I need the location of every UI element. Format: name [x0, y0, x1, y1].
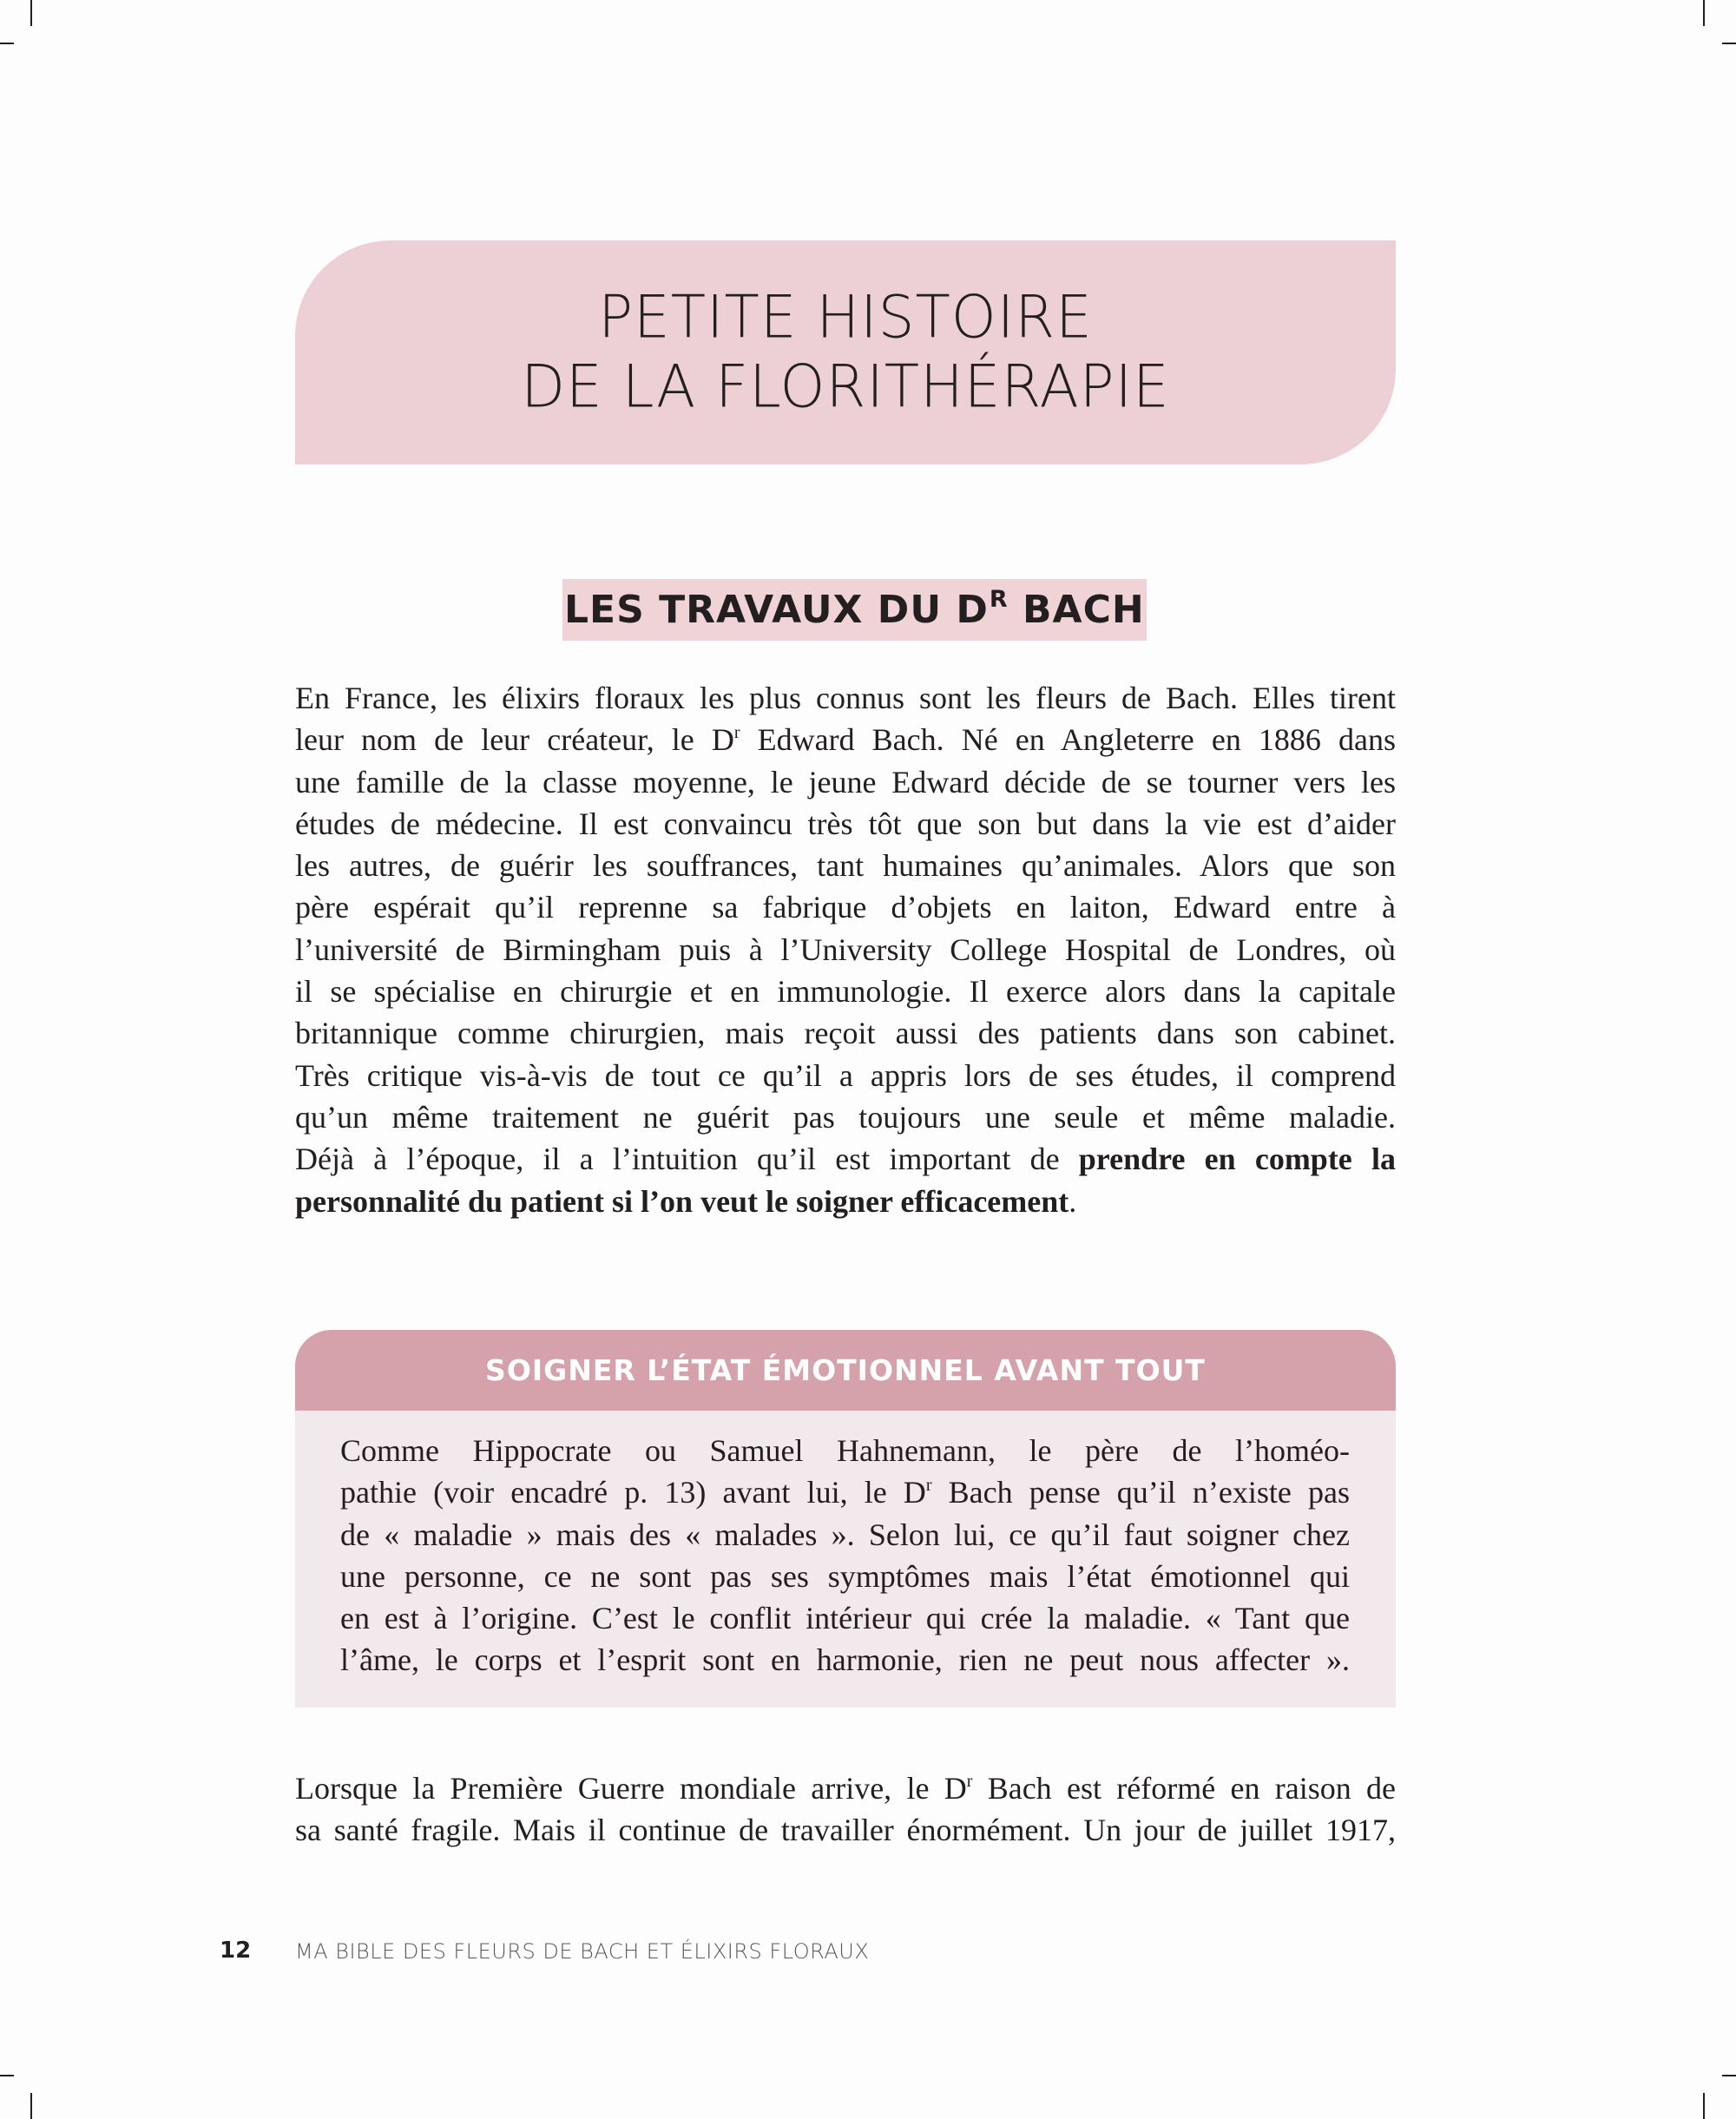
callout-header	[295, 1330, 1396, 1411]
superscript: r	[925, 1476, 932, 1496]
line-text: .	[1069, 1183, 1077, 1219]
paragraph-line	[295, 929, 1396, 971]
paragraph-line	[295, 719, 1396, 760]
chapter-title-banner	[295, 240, 1396, 464]
line-text: Déjà à l’époque, il a l’intuition qu’il est important de	[295, 1142, 1079, 1177]
line-text: études de médecine. Il est convaincu très tôt que son but dans la vie est d’aider	[295, 806, 1396, 841]
paragraph-line	[295, 677, 1396, 719]
paragraph-line	[295, 803, 1396, 845]
line-text: l’âme, le corps et l’esprit sont en harmonie, rien ne peut nous affecter ».	[340, 1642, 1350, 1678]
callout-line	[340, 1556, 1350, 1597]
paragraph-line	[295, 1012, 1396, 1054]
chapter-title-line-1: PETITE HISTOIRE	[598, 283, 1093, 352]
superscript: r	[733, 723, 740, 743]
line-text: une personne, ce ne sont pas ses symptômes mais l’état émotionnel qui	[340, 1558, 1350, 1594]
paragraph-line	[295, 761, 1396, 803]
chapter-title-line-2: DE LA FLORITHÉRAPIE	[521, 352, 1170, 421]
paragraph-line	[295, 1767, 1396, 1809]
line-text: Lorsque la Première Guerre mondiale arrive, le D	[295, 1771, 967, 1806]
callout-line	[340, 1430, 1350, 1471]
line-text: Très critique vis-à-vis de tout ce qu’il a appris lors de ses études, il comprend	[295, 1057, 1396, 1093]
crop-mark-top-right-vertical	[1703, 0, 1705, 26]
line-text: l’université de Birmingham puis à l’University College Hospital de Londres, où	[295, 931, 1396, 967]
paragraph-line	[295, 886, 1396, 928]
paragraph-line	[295, 845, 1396, 886]
superscript: r	[966, 1772, 973, 1791]
crop-mark-bottom-left-vertical	[30, 2093, 32, 2119]
line-text: en est à l’origine. C’est le conflit intérieur qui crée la maladie. « Tant que	[340, 1601, 1350, 1636]
emphasis-text: prendre en compte la	[1078, 1142, 1396, 1177]
page-footer	[0, 1938, 1736, 1972]
line-text: les autres, de guérir les souffrances, tant humaines qu’animales. Alors que son	[295, 848, 1396, 884]
line-text: britannique comme chirurgien, mais reçoit aussi des patients dans son cabinet.	[295, 1016, 1396, 1051]
line-text: une famille de la classe moyenne, le jeune Edward décide de se tourner vers les	[295, 764, 1396, 800]
paragraph-line	[295, 1055, 1396, 1096]
line-text: qu’un même traitement ne guérit pas toujours une seule et même maladie.	[295, 1099, 1396, 1135]
body-paragraph-2	[295, 1767, 1396, 1852]
callout-text	[340, 1430, 1350, 1681]
crop-mark-top-left-vertical	[30, 0, 32, 26]
line-text: Bach pense qu’il n’existe pas	[931, 1475, 1351, 1510]
line-text: En France, les élixirs floraux les plus connus sont les fleurs de Bach. Elles tirent	[295, 681, 1396, 715]
crop-mark-bottom-right-vertical	[1703, 2093, 1705, 2119]
paragraph-line	[295, 1138, 1396, 1180]
line-text: il se spécialise en chirurgie et en immunologie. Il exerce alors dans la capitale	[295, 974, 1396, 1010]
section-heading-main: LES TRAVAUX DU D	[564, 588, 989, 632]
crop-mark-top-right-horizontal	[1722, 43, 1736, 44]
line-text: sa santé fragile. Mais il continue de travailler énormément. Un jour de juillet 1917,	[295, 1813, 1396, 1848]
paragraph-line	[295, 1096, 1396, 1138]
callout-line	[340, 1471, 1350, 1513]
running-title: MA BIBLE DES FLEURS DE BACH ET ÉLIXIRS FLORAUX	[295, 1939, 870, 1964]
crop-mark-bottom-left-horizontal	[0, 2075, 14, 2076]
paragraph-line	[295, 1809, 1396, 1851]
callout-line	[340, 1597, 1350, 1639]
callout-body	[295, 1411, 1396, 1708]
emphasis-text: personnalité du patient si l’on veut le soigner efficacement	[295, 1183, 1069, 1219]
line-text: Comme Hippocrate ou Samuel Hahnemann, le père de l’homéo-	[340, 1433, 1350, 1468]
callout-line	[340, 1639, 1350, 1681]
section-heading-superscript: R	[989, 586, 1009, 613]
callout-box	[295, 1330, 1396, 1708]
line-text: leur nom de leur créateur, le D	[295, 722, 734, 758]
line-text: Edward Bach. Né en Angleterre en 1886 dans	[740, 722, 1396, 758]
paragraph-line	[295, 971, 1396, 1012]
section-heading	[562, 579, 1147, 641]
line-text: père espérait qu’il reprenne sa fabrique d’objets en laiton, Edward entre à	[295, 890, 1396, 925]
callout-title: SOIGNER L’ÉTAT ÉMOTIONNEL AVANT TOUT	[485, 1353, 1206, 1387]
crop-mark-bottom-right-horizontal	[1722, 2075, 1736, 2076]
line-text: de « maladie » mais des « malades ». Selon lui, ce qu’il faut soigner chez	[340, 1517, 1350, 1552]
section-heading-end: BACH	[1008, 588, 1145, 632]
body-paragraph-1	[295, 677, 1396, 1222]
page-number: 12	[220, 1938, 252, 1964]
callout-line	[340, 1514, 1350, 1556]
line-text: pathie (voir encadré p. 13) avant lui, le D	[340, 1475, 926, 1510]
paragraph-line	[295, 1181, 1396, 1222]
crop-mark-top-left-horizontal	[0, 43, 14, 44]
line-text: Bach est réformé en raison de	[972, 1771, 1396, 1806]
